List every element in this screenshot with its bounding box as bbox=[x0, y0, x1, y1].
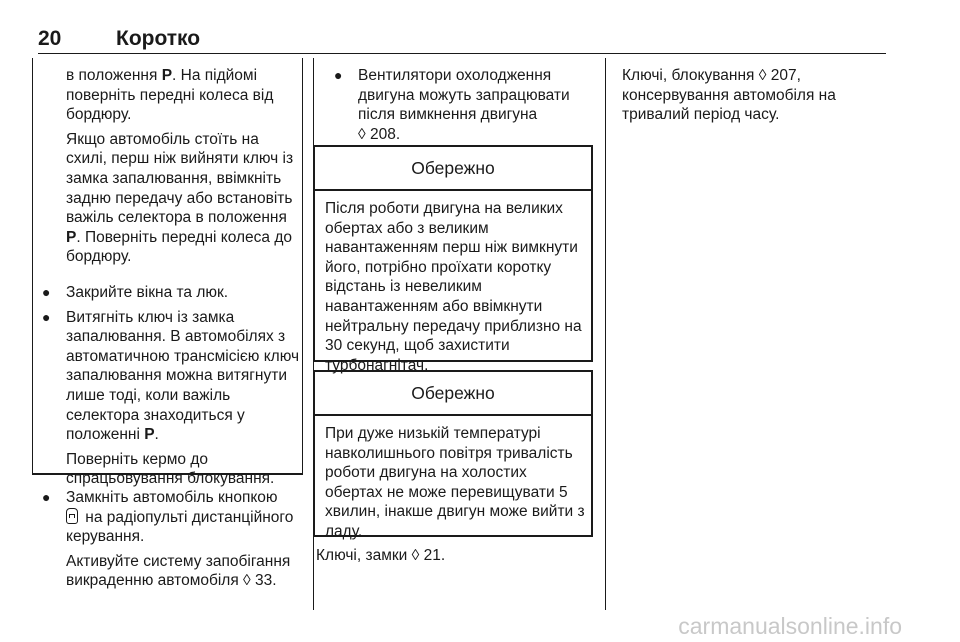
reference-icon: ◊ bbox=[411, 547, 420, 564]
bullet-icon: ● bbox=[42, 489, 51, 505]
caution-box-2 bbox=[313, 370, 593, 540]
section-title: Коротко bbox=[116, 27, 201, 50]
box-left-border bbox=[32, 58, 33, 474]
selector-position: P bbox=[144, 426, 155, 444]
text: . bbox=[154, 426, 159, 444]
reference-icon: ◊ bbox=[758, 67, 767, 84]
box-right-border bbox=[302, 58, 303, 474]
column-3 bbox=[622, 66, 862, 125]
text: . Поверніть передні колеса до бордюру. bbox=[66, 228, 293, 266]
paragraph bbox=[66, 66, 298, 125]
item-text bbox=[342, 66, 588, 144]
bullet-icon: ● bbox=[334, 67, 343, 83]
text: Витягніть ключ із замка запалювання. В автомобілях з автоматичною трансмісією ключ запалювання можна витягнути лише тоді, коли важіль селектора знаходиться у положенні bbox=[66, 308, 300, 444]
selector-position: P bbox=[66, 228, 77, 246]
list-item bbox=[38, 308, 300, 489]
page-reference: 208. bbox=[369, 125, 401, 143]
caution-text: При дуже низькій температурі навколишнього повітря тривалість роботи двигуна на холостих обертах не може перевищувати 5 хвилин, інакше двигун може вийти з ладу. bbox=[325, 425, 585, 540]
boxed-content bbox=[66, 66, 298, 272]
bullet-list bbox=[38, 283, 300, 494]
text: Ключі, блокування bbox=[622, 67, 759, 84]
text: Закрийте вікна та люк. bbox=[66, 284, 229, 301]
bullet-icon: ● bbox=[42, 284, 51, 300]
text: Поверніть кермо до спрацьовування блокування. bbox=[66, 450, 275, 488]
caution-text: Після роботи двигуна на великих обертах або з великим навантаженням перш ніж вимкнути його, потрібно проїхати коротку відстань із невеликим навантаженням або ввімкнути нейтральну передачу приблизно на 30 секунд, щоб захистити турбонагнітач. bbox=[325, 200, 582, 374]
reference-icon: ◊ bbox=[243, 572, 251, 590]
page-header bbox=[38, 27, 886, 54]
selector-position: P bbox=[161, 67, 173, 84]
list-item bbox=[314, 66, 588, 144]
text: консервування автомобіля на тривалий період часу. bbox=[622, 86, 836, 124]
text: Замкніть автомобіль кнопкою bbox=[66, 489, 278, 506]
page-reference: 207, bbox=[770, 67, 801, 84]
text: Якщо автомобіль стоїть на схилі, перш ніж вийняти ключ із замка запалювання, ввімкніть задню передачу або встановіть важіль селектора в положення bbox=[66, 130, 294, 227]
caution-title: Обережно bbox=[315, 372, 591, 416]
watermark: carmanualsonline.info bbox=[678, 613, 902, 639]
cross-reference bbox=[316, 546, 586, 566]
text: Активуйте систему запобігання викраденню автомобіля bbox=[66, 552, 291, 590]
text: . На підйомі поверніть передні колеса від бордюру. bbox=[66, 67, 274, 124]
page-reference: 21. bbox=[423, 547, 446, 564]
lock-button-icon bbox=[66, 508, 78, 524]
bullet-icon: ● bbox=[42, 308, 51, 325]
text: Ключі, замки bbox=[316, 547, 412, 564]
paragraph bbox=[66, 130, 298, 267]
list-item bbox=[38, 283, 300, 303]
list-item bbox=[38, 488, 304, 591]
text: Вентилятори охолодження двигуна можуть запрацювати після вимкнення двигуна bbox=[358, 67, 570, 124]
text: на радіопульті дистанційного керування. bbox=[66, 508, 294, 546]
column-divider bbox=[605, 58, 606, 610]
paragraph bbox=[66, 552, 304, 591]
bullet-list-2 bbox=[38, 488, 304, 596]
caution-box-1 bbox=[313, 145, 593, 374]
page-reference: 33. bbox=[255, 572, 277, 590]
text: в положення bbox=[66, 67, 162, 84]
bullet-list bbox=[314, 66, 588, 149]
page-number: 20 bbox=[38, 27, 62, 50]
caution-title: Обережно bbox=[315, 147, 591, 191]
reference-icon: ◊ bbox=[358, 125, 366, 143]
